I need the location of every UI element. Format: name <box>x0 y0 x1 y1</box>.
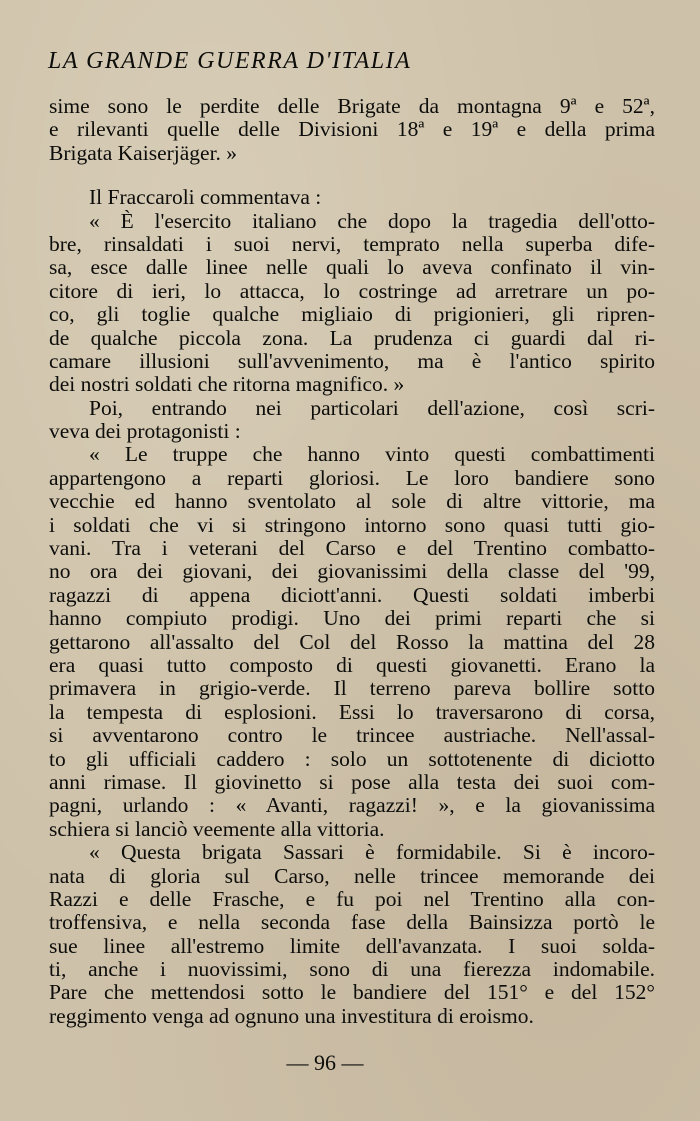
text-line: « Questa brigata Sassari è formidabile. Si è incoro- <box>89 841 655 865</box>
text-line: la tempesta di esplosioni. Essi lo traversarono di corsa, <box>49 700 655 724</box>
text-line: camare illusioni sull'avvenimento, ma è l'antico spirito <box>49 349 655 373</box>
text-line: to gli ufficiali caddero : solo un sottotenente di diciotto <box>49 747 655 771</box>
text-line: Poi, entrando nei particolari dell'azione, così scri- <box>89 396 655 420</box>
text-line: sa, esce dalle linee nelle quali lo aveva confinato il vin- <box>49 256 655 280</box>
text-line: si avventarono contro le trincee austriache. Nell'assal- <box>49 724 655 748</box>
paragraph <box>49 397 655 444</box>
text-line: citore di ieri, lo attacca, lo costringe ad arretrare un po- <box>49 279 655 303</box>
running-title: LA GRANDE GUERRA D'ITALIA <box>48 48 412 74</box>
paragraph <box>49 186 655 209</box>
page-number: — 96 — <box>286 1050 364 1075</box>
text-line: co, gli toglie qualche migliaio di prigionieri, gli ripren- <box>49 303 655 327</box>
paragraph <box>49 95 655 165</box>
text-line: bre, rinsaldati i suoi nervi, temprato nella superba dife- <box>49 232 655 256</box>
text-line: vecchie ed hanno sventolato al sole di altre vittorie, ma <box>49 490 655 514</box>
text-line: nata di gloria sul Carso, nelle trincee memorande dei <box>49 864 655 888</box>
text-line: era quasi tutto composto di questi giovanetti. Erano la <box>49 653 655 677</box>
text-line: hanno compiuto prodigi. Uno dei primi reparti che si <box>49 607 655 631</box>
text-line: pagni, urlando : « Avanti, ragazzi! », e la giovanissima <box>49 794 655 818</box>
text-line: ragazzi di appena diciott'anni. Questi soldati imberbi <box>49 583 655 607</box>
text-line: primavera in grigio-verde. Il terreno pareva bollire sotto <box>49 677 655 701</box>
text-line: gettarono all'assalto del Col del Rosso la mattina del 28 <box>49 630 655 654</box>
paragraph <box>49 443 655 841</box>
paragraph <box>49 841 655 1028</box>
text-line: appartengono a reparti gloriosi. Le loro bandiere sono <box>49 466 655 490</box>
text-line: de qualche piccola zona. La prudenza ci guardi dal ri- <box>49 326 655 350</box>
text-line: Il Fraccaroli commentava : <box>89 186 322 210</box>
text-line: e rilevanti quelle delle Divisioni 18ª e 19ª e della prima <box>49 118 655 142</box>
text-line: Brigata Kaiserjäger. » <box>49 141 238 165</box>
text-line: i soldati che vi si stringono intorno sono quasi tutti gio- <box>49 513 655 537</box>
text-line: « È l'esercito italiano che dopo la tragedia dell'otto- <box>89 209 655 233</box>
body-text <box>49 95 655 1028</box>
text-line: Razzi e delle Frasche, e fu poi nel Trentino alla con- <box>49 887 655 911</box>
text-line: troffensiva, e nella seconda fase della Bainsizza portò le <box>49 911 655 935</box>
text-line: dei nostri soldati che ritorna magnifico. » <box>49 373 405 397</box>
text-line: veva dei protagonisti : <box>49 420 241 444</box>
text-line: schiera si lanciò veemente alla vittoria. <box>49 817 385 841</box>
text-line: reggimento venga ad ognuno una investitura di eroismo. <box>49 1004 534 1028</box>
paragraph <box>49 210 655 397</box>
text-line: sue linee all'estremo limite dell'avanzata. I suoi solda- <box>49 934 655 958</box>
text-line: Pare che mettendosi sotto le bandiere del 151° e del 152° <box>49 981 655 1005</box>
text-line: « Le truppe che hanno vinto questi combattimenti <box>89 443 655 467</box>
text-line: no ora dei giovani, dei giovanissimi della classe del '99, <box>49 560 655 584</box>
text-line: anni rimase. Il giovinetto si pose alla testa dei suoi com- <box>49 770 655 794</box>
text-line: vani. Tra i veterani del Carso e del Trentino combatto- <box>49 537 655 561</box>
text-line: ti, anche i nuovissimi, sono di una fierezza indomabile. <box>49 958 655 982</box>
text-line: sime sono le perdite delle Brigate da montagna 9ª e 52ª, <box>49 95 655 118</box>
